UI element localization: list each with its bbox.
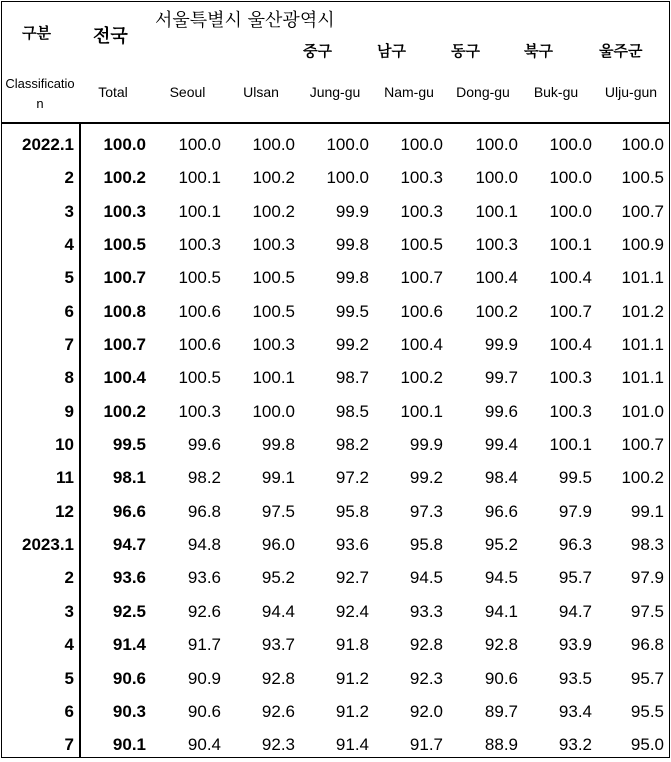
junggu-cell: 92.4 [335, 601, 369, 621]
junggu-cell: 95.8 [335, 501, 369, 521]
namgu-cell: 100.0 [400, 135, 443, 154]
junggu-cell: 98.7 [335, 368, 369, 388]
table-row [0, 728, 671, 761]
junggu-cell: 98.2 [335, 435, 369, 455]
ulsan-cell: 92.3 [261, 735, 295, 755]
namgu-cell: 94.5 [409, 568, 443, 588]
uljugun-cell: 101.2 [621, 301, 664, 321]
donggu-cell: 99.7 [484, 368, 518, 388]
uljugun-cell: 101.0 [621, 401, 664, 421]
seoul-cell: 98.2 [187, 468, 221, 488]
seoul-cell: 100.6 [178, 335, 221, 355]
ulsan-cell: 100.2 [252, 201, 295, 221]
table-row [0, 261, 671, 294]
total-cell: 100.5 [103, 235, 146, 255]
bukgu-cell: 95.7 [558, 568, 592, 588]
ulsan-cell: 99.8 [261, 435, 295, 455]
table-row [0, 662, 671, 695]
namgu-cell: 95.8 [409, 535, 443, 555]
uljugun-cell: 100.0 [621, 135, 664, 154]
ulsan-cell: 95.2 [261, 568, 295, 588]
bukgu-cell: 100.3 [549, 401, 592, 421]
period-cell: 2023.1 [22, 535, 74, 555]
period-cell: 4 [64, 235, 74, 255]
col-header-uljugun-ko: 울주군 [599, 42, 643, 60]
uljugun-cell: 95.7 [630, 668, 664, 688]
donggu-cell: 100.2 [475, 301, 518, 321]
period-cell: 3 [64, 201, 74, 221]
seoul-cell: 99.6 [187, 435, 221, 455]
col-header-junggu-ko: 중구 [303, 42, 332, 60]
seoul-cell: 90.9 [187, 668, 221, 688]
junggu-cell: 91.8 [335, 635, 369, 655]
ulsan-cell: 100.5 [252, 301, 295, 321]
table-row [0, 428, 671, 461]
junggu-cell: 98.5 [335, 401, 369, 421]
ulsan-cell: 100.0 [252, 401, 295, 421]
col-header-namgu-en: Nam-gu [384, 84, 434, 100]
bukgu-cell: 93.4 [558, 701, 592, 721]
uljugun-cell: 100.7 [621, 435, 664, 455]
period-cell: 6 [64, 701, 74, 721]
namgu-cell: 97.3 [409, 501, 443, 521]
table-row [0, 395, 671, 428]
donggu-cell: 100.4 [475, 268, 518, 288]
period-cell: 8 [64, 368, 74, 388]
junggu-cell: 100.0 [326, 135, 369, 154]
uljugun-cell: 98.3 [630, 535, 664, 555]
seoul-cell: 92.6 [187, 601, 221, 621]
namgu-cell: 93.3 [409, 601, 443, 621]
period-cell: 10 [55, 435, 74, 455]
total-cell: 100.2 [103, 168, 146, 188]
donggu-cell: 98.4 [484, 468, 518, 488]
total-cell: 94.7 [112, 535, 146, 555]
total-cell: 100.8 [103, 301, 146, 321]
period-cell: 9 [64, 401, 74, 421]
seoul-cell: 91.7 [187, 635, 221, 655]
uljugun-cell: 100.7 [621, 201, 664, 221]
table-row [0, 361, 671, 394]
namgu-cell: 100.3 [400, 168, 443, 188]
bukgu-cell: 96.3 [558, 535, 592, 555]
bukgu-cell: 100.0 [549, 168, 592, 188]
donggu-cell: 100.3 [475, 235, 518, 255]
total-header-ko: 전국 [93, 26, 128, 47]
namgu-cell: 100.6 [400, 301, 443, 321]
donggu-cell: 94.5 [484, 568, 518, 588]
ulsan-cell: 96.0 [261, 535, 295, 555]
total-cell: 100.7 [103, 268, 146, 288]
uljugun-cell: 100.9 [621, 235, 664, 255]
junggu-cell: 99.2 [335, 335, 369, 355]
donggu-cell: 89.7 [484, 701, 518, 721]
classification-header-en: Classification [5, 76, 75, 111]
junggu-cell: 93.6 [335, 535, 369, 555]
period-cell: 3 [64, 601, 74, 621]
col-header-ulsan: Ulsan [243, 84, 279, 100]
col-header-junggu-en: Jung-gu [309, 84, 361, 100]
total-cell: 98.1 [112, 468, 146, 488]
total-cell: 91.4 [112, 635, 146, 655]
seoul-cell: 100.0 [178, 135, 221, 154]
namgu-cell: 100.5 [400, 235, 443, 255]
donggu-cell: 100.1 [475, 201, 518, 221]
uljugun-cell: 100.5 [621, 168, 664, 188]
junggu-cell: 99.8 [335, 235, 369, 255]
col-header-donggu-ko: 동구 [451, 42, 480, 60]
junggu-cell: 99.8 [335, 268, 369, 288]
uljugun-cell: 96.8 [630, 635, 664, 655]
bukgu-cell: 93.9 [558, 635, 592, 655]
period-cell: 5 [64, 668, 74, 688]
seoul-cell: 93.6 [187, 568, 221, 588]
bukgu-cell: 100.7 [549, 301, 592, 321]
donggu-cell: 94.1 [484, 601, 518, 621]
namgu-cell: 92.0 [409, 701, 443, 721]
namgu-cell: 100.7 [400, 268, 443, 288]
uljugun-cell: 101.1 [621, 368, 664, 388]
col-header-donggu-en: Dong-gu [456, 84, 510, 100]
total-cell: 90.1 [112, 735, 146, 755]
bukgu-cell: 100.4 [549, 335, 592, 355]
seoul-cell: 94.8 [187, 535, 221, 555]
donggu-cell: 99.9 [484, 335, 518, 355]
ulsan-cell: 100.5 [252, 268, 295, 288]
seoul-cell: 100.6 [178, 301, 221, 321]
namgu-cell: 100.3 [400, 201, 443, 221]
namgu-cell: 99.2 [409, 468, 443, 488]
total-cell: 90.3 [112, 701, 146, 721]
total-cell: 100.2 [103, 401, 146, 421]
junggu-cell: 91.2 [335, 701, 369, 721]
donggu-cell: 90.6 [484, 668, 518, 688]
namgu-cell: 100.2 [400, 368, 443, 388]
period-cell: 11 [56, 468, 74, 488]
ulsan-cell: 97.5 [261, 501, 295, 521]
table-row [0, 561, 671, 594]
table-row [0, 628, 671, 661]
donggu-cell: 95.2 [484, 535, 518, 555]
total-header-en: Total [98, 84, 128, 100]
col-header-bukgu-en: Buk-gu [533, 84, 579, 100]
period-cell: 7 [64, 735, 74, 755]
seoul-cell: 90.4 [187, 735, 221, 755]
uljugun-cell: 95.0 [630, 735, 664, 755]
table-row [0, 228, 671, 261]
col-header-bukgu-ko: 북구 [524, 42, 553, 60]
table-row [0, 695, 671, 728]
period-cell: 2022.1 [22, 135, 74, 154]
uljugun-cell: 97.9 [630, 568, 664, 588]
header-divider [2, 122, 669, 124]
table-row [0, 495, 671, 528]
total-cell: 93.6 [112, 568, 146, 588]
bukgu-cell: 99.5 [558, 468, 592, 488]
period-cell: 4 [64, 635, 74, 655]
region-group-header: 서울특별시 울산광역시 [155, 10, 335, 31]
donggu-cell: 99.4 [484, 435, 518, 455]
total-cell: 96.6 [112, 501, 146, 521]
donggu-cell: 96.6 [484, 501, 518, 521]
junggu-cell: 99.9 [335, 201, 369, 221]
period-cell: 2 [64, 568, 74, 588]
col-header-uljugun-en: Ulju-gun [604, 84, 658, 100]
period-cell: 6 [64, 301, 74, 321]
seoul-cell: 100.5 [178, 268, 221, 288]
namgu-cell: 100.1 [400, 401, 443, 421]
period-cell: 5 [64, 268, 74, 288]
bukgu-cell: 100.1 [549, 435, 592, 455]
ulsan-cell: 93.7 [261, 635, 295, 655]
seoul-cell: 100.3 [178, 235, 221, 255]
table-row [0, 528, 671, 561]
ulsan-cell: 100.2 [252, 168, 295, 188]
junggu-cell: 92.7 [335, 568, 369, 588]
junggu-cell: 91.4 [335, 735, 369, 755]
table-row [0, 461, 671, 494]
bukgu-cell: 97.9 [558, 501, 592, 521]
table-row [0, 328, 671, 361]
table-row [0, 295, 671, 328]
ulsan-cell: 92.6 [261, 701, 295, 721]
table-body [0, 128, 671, 762]
bukgu-cell: 100.0 [549, 135, 592, 154]
total-cell: 100.0 [103, 135, 146, 154]
total-cell: 100.3 [103, 201, 146, 221]
uljugun-cell: 95.5 [630, 701, 664, 721]
donggu-cell: 92.8 [484, 635, 518, 655]
donggu-cell: 88.9 [484, 735, 518, 755]
seoul-cell: 100.5 [178, 368, 221, 388]
period-cell: 12 [55, 501, 74, 521]
junggu-cell: 91.2 [335, 668, 369, 688]
total-cell: 99.5 [112, 435, 146, 455]
bukgu-cell: 94.7 [558, 601, 592, 621]
namgu-cell: 91.7 [409, 735, 443, 755]
seoul-cell: 96.8 [187, 501, 221, 521]
uljugun-cell: 100.2 [621, 468, 664, 488]
junggu-cell: 100.0 [326, 168, 369, 188]
period-cell: 7 [64, 335, 74, 355]
namgu-cell: 99.9 [409, 435, 443, 455]
ulsan-cell: 100.3 [252, 335, 295, 355]
junggu-cell: 99.5 [335, 301, 369, 321]
seoul-cell: 100.1 [178, 168, 221, 188]
uljugun-cell: 101.1 [621, 335, 664, 355]
total-cell: 90.6 [112, 668, 146, 688]
uljugun-cell: 97.5 [630, 601, 664, 621]
table-row [0, 128, 671, 161]
bukgu-cell: 93.2 [558, 735, 592, 755]
uljugun-cell: 101.1 [621, 268, 664, 288]
table-row [0, 195, 671, 228]
bukgu-cell: 100.3 [549, 368, 592, 388]
table-row [0, 595, 671, 628]
period-cell: 2 [64, 168, 74, 188]
total-cell: 100.4 [103, 368, 146, 388]
ulsan-cell: 94.4 [261, 601, 295, 621]
ulsan-cell: 100.1 [252, 368, 295, 388]
total-cell: 92.5 [112, 601, 146, 621]
namgu-cell: 92.3 [409, 668, 443, 688]
col-header-namgu-ko: 남구 [377, 42, 406, 60]
ulsan-cell: 100.0 [252, 135, 295, 154]
col-header-seoul: Seoul [169, 84, 206, 100]
ulsan-cell: 92.8 [261, 668, 295, 688]
junggu-cell: 97.2 [335, 468, 369, 488]
seoul-cell: 90.6 [187, 701, 221, 721]
donggu-cell: 100.0 [475, 168, 518, 188]
ulsan-cell: 99.1 [261, 468, 295, 488]
classification-header-ko: 구분 [22, 24, 51, 42]
donggu-cell: 99.6 [484, 401, 518, 421]
ulsan-cell: 100.3 [252, 235, 295, 255]
namgu-cell: 92.8 [409, 635, 443, 655]
bukgu-cell: 100.1 [549, 235, 592, 255]
table-row [0, 161, 671, 194]
bukgu-cell: 100.0 [549, 201, 592, 221]
uljugun-cell: 99.1 [630, 501, 664, 521]
total-cell: 100.7 [103, 335, 146, 355]
seoul-cell: 100.3 [178, 401, 221, 421]
donggu-cell: 100.0 [475, 135, 518, 154]
bukgu-cell: 93.5 [558, 668, 592, 688]
namgu-cell: 100.4 [400, 335, 443, 355]
seoul-cell: 100.1 [178, 201, 221, 221]
bukgu-cell: 100.4 [549, 268, 592, 288]
